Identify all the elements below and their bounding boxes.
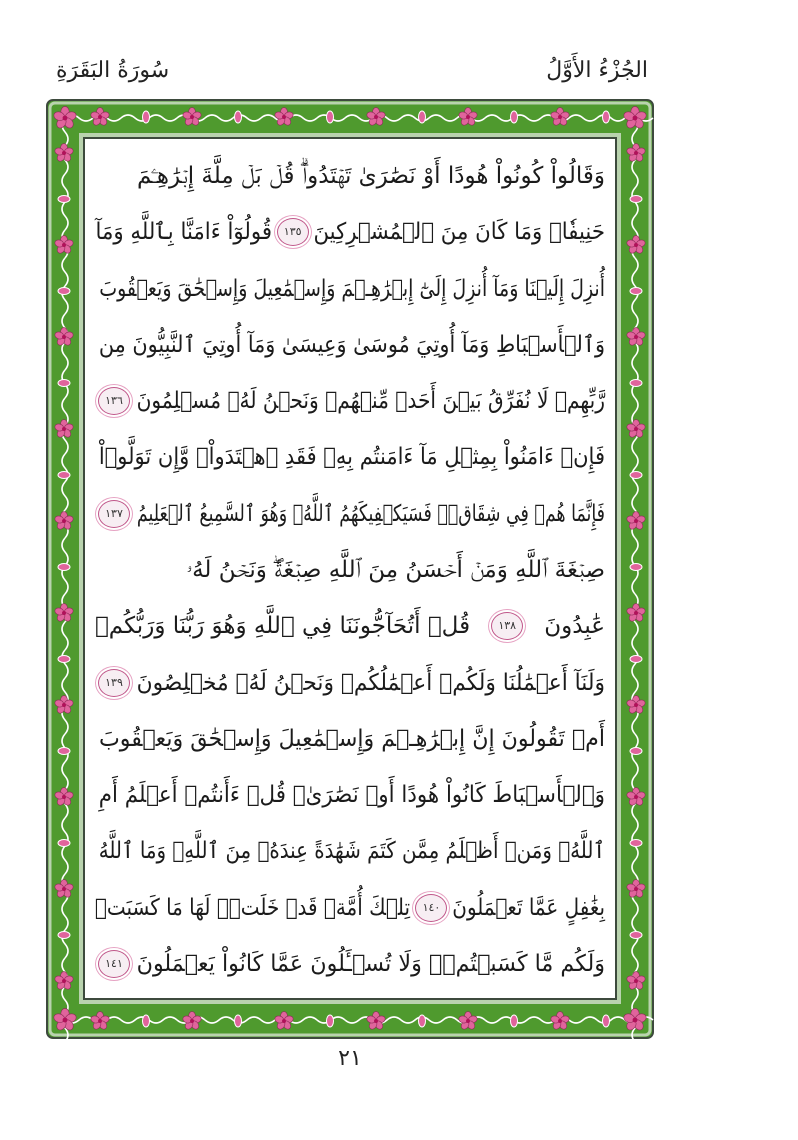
- ayah-number-marker: ١٣٩: [98, 669, 130, 697]
- flower-center: [634, 151, 638, 155]
- line-text: أُنزِلَ إِلَيۡنَا وَمَآ أُنزِلَ إِلَىٰٓ إِبۡرَٰهِـۧمَ وَإِسۡمَٰعِيلَ وَإِسۡحَٰقَ وَيَعۡقُوبَ: [99, 275, 605, 302]
- flower-center: [558, 115, 562, 119]
- flower-center: [62, 795, 66, 799]
- flower-center: [634, 243, 638, 247]
- flower-center: [634, 979, 638, 983]
- flower-center: [98, 1019, 102, 1023]
- text-line: [95, 544, 605, 596]
- surah-name-header: سُورَةُ البَقَرَةِ: [56, 58, 170, 83]
- line-text: صِبۡغَةَ ٱللَّهِ وَمَنۡ أَحۡسَنُ مِنَ ٱللَّهِ صِبۡغَةٗۖ وَنَحۡنُ لَهُۥ: [186, 556, 605, 583]
- bud-icon: [58, 840, 70, 847]
- text-line: [95, 938, 605, 990]
- line-text: فَإِنَّمَا هُمۡ فِي شِقَاقٖۖ فَسَيَكۡفِيكَهُمُ ٱللَّهُۚ وَهُوَ ٱلسَّمِيعُ ٱلۡعَلِيمُ: [136, 500, 605, 527]
- flower-center: [190, 115, 194, 119]
- flower-center: [634, 887, 638, 891]
- line-text: ٱللَّهُۗ وَمَنۡ أَظۡلَمُ مِمَّن كَتَمَ شَهَٰدَةً عِندَهُۥ مِنَ ٱللَّهِۗ وَمَا ٱللَّهُ: [98, 838, 606, 865]
- flower-center: [558, 1019, 562, 1023]
- flower-center: [634, 519, 638, 523]
- flower-center: [634, 427, 638, 431]
- flower-center: [63, 1018, 68, 1023]
- bud-icon: [419, 1015, 426, 1027]
- flower-center: [634, 335, 638, 339]
- flower-center: [62, 887, 66, 891]
- flower-center: [62, 151, 66, 155]
- line-text: حَنِيفٗاۖ وَمَا كَانَ مِنَ ٱلۡمُشۡرِكِينَ: [313, 219, 605, 246]
- flower-center: [190, 1019, 194, 1023]
- flower-center: [62, 243, 66, 247]
- ayah-number-marker: ١٣٧: [98, 500, 130, 528]
- text-line: [95, 431, 605, 483]
- line-text: وَلَنَآ أَعۡمَٰلُنَا وَلَكُمۡ أَعۡمَٰلُكُمۡ وَنَحۡنُ لَهُۥ مُخۡلِصُونَ: [136, 669, 605, 696]
- bud-icon: [58, 748, 70, 755]
- bud-icon: [511, 1015, 518, 1027]
- flower-center: [62, 427, 66, 431]
- line-text: وَلَكُم مَّا كَسَبۡتُمۡۖ وَلَا تُسۡـَٔلُونَ عَمَّا كَانُواْ يَعۡمَلُونَ: [136, 950, 605, 977]
- bud-icon: [58, 656, 70, 663]
- text-line: [95, 150, 605, 202]
- bud-icon: [235, 1015, 242, 1027]
- bud-icon: [58, 380, 70, 387]
- ayah-number-marker: ١٣٥: [277, 218, 309, 246]
- flower-center: [633, 116, 638, 121]
- flower-center: [374, 115, 378, 119]
- flower-center: [634, 795, 638, 799]
- line-text: وَٱلۡأَسۡبَاطَ كَانُواْ هُودًا أَوۡ نَصَٰرَىٰۗ قُلۡ ءَأَنتُمۡ أَعۡلَمُ أَمِ: [98, 782, 605, 809]
- juz-name-header: الجُزْءُ الأَوَّلُ: [546, 58, 648, 83]
- text-line: [95, 825, 605, 877]
- flower-center: [62, 519, 66, 523]
- bud-icon: [630, 288, 642, 295]
- bud-icon: [58, 932, 70, 939]
- bud-icon: [630, 196, 642, 203]
- flower-center: [62, 979, 66, 983]
- ayah-number-marker: ١٤١: [98, 950, 130, 978]
- text-line: [95, 488, 605, 540]
- bud-icon: [511, 111, 518, 123]
- line-text: عَٰبِدُونَ: [544, 613, 605, 640]
- bud-icon: [630, 748, 642, 755]
- flower-center: [466, 1019, 470, 1023]
- flower-center: [634, 703, 638, 707]
- line-text: رَّبِّهِمۡ لَا نُفَرِّقُ بَيۡنَ أَحَدٖ مِّنۡهُمۡ وَنَحۡنُ لَهُۥ مُسۡلِمُونَ: [136, 388, 605, 415]
- bud-icon: [235, 111, 242, 123]
- bud-icon: [58, 288, 70, 295]
- bud-icon: [630, 656, 642, 663]
- flower-center: [98, 115, 102, 119]
- flower-center: [634, 611, 638, 615]
- flower-center: [374, 1019, 378, 1023]
- flower-center: [466, 115, 470, 119]
- line-text: فَإِنۡ ءَامَنُواْ بِمِثۡلِ مَآ ءَامَنتُم بِهِۦ فَقَدِ ٱهۡتَدَواْۖ وَّإِن تَوَلَّوۡاْ: [98, 444, 605, 471]
- flower-center: [62, 335, 66, 339]
- flower-center: [62, 703, 66, 707]
- text-line: [95, 206, 605, 258]
- text-line: [95, 600, 605, 652]
- text-line: [95, 769, 605, 821]
- bud-icon: [603, 111, 610, 123]
- line-text: قُولُوٓاْ ءَامَنَّا بِٱللَّهِ وَمَآ: [95, 219, 272, 246]
- ayah-number-marker: ١٣٨: [491, 612, 523, 640]
- line-text: وَقَالُواْ كُونُواْ هُودًا أَوْ نَصَٰرَىٰ تَهۡتَدُواْۗ قُلۡ بَلۡ مِلَّةَ إِبۡرَٰهِـۧمَ: [137, 163, 605, 189]
- bud-icon: [143, 111, 150, 123]
- bud-icon: [630, 932, 642, 939]
- quran-text: [95, 150, 605, 990]
- flower-center: [63, 116, 68, 121]
- line-text: وَٱلۡأَسۡبَاطِ وَمَآ أُوتِيَ مُوسَىٰ وَعِيسَىٰ وَمَآ أُوتِيَ ٱلنَّبِيُّونَ مِن: [98, 331, 605, 358]
- text-line: [95, 657, 605, 709]
- bud-icon: [630, 840, 642, 847]
- bud-icon: [327, 111, 334, 123]
- text-line: [95, 319, 605, 371]
- bud-icon: [327, 1015, 334, 1027]
- flower-center: [633, 1018, 638, 1023]
- bud-icon: [143, 1015, 150, 1027]
- bud-icon: [630, 564, 642, 571]
- bud-icon: [58, 472, 70, 479]
- flower-center: [282, 115, 286, 119]
- flower-center: [62, 611, 66, 615]
- bud-icon: [419, 111, 426, 123]
- line-text: قُلۡ أَتُحَآجُّونَنَا فِي ٱللَّهِ وَهُوَ رَبُّنَا وَرَبُّكُمۡ: [95, 613, 471, 640]
- ayah-number-marker: ١٣٦: [98, 387, 130, 415]
- bud-icon: [58, 564, 70, 571]
- text-line: [95, 263, 605, 315]
- ayah-number-marker: ١٤٠: [415, 894, 447, 922]
- line-text: تِلۡكَ أُمَّةٞ قَدۡ خَلَتۡۖ لَهَا مَا كَسَبَتۡ: [95, 894, 411, 921]
- bud-icon: [630, 380, 642, 387]
- bud-icon: [58, 196, 70, 203]
- page-number: ٢١: [338, 1046, 362, 1071]
- bud-icon: [630, 472, 642, 479]
- flower-center: [282, 1019, 286, 1023]
- line-text: أَمۡ تَقُولُونَ إِنَّ إِبۡرَٰهِـۧمَ وَإِسۡمَٰعِيلَ وَإِسۡحَٰقَ وَيَعۡقُوبَ: [98, 725, 606, 752]
- bud-icon: [603, 1015, 610, 1027]
- text-line: [95, 713, 605, 765]
- line-text: بِغَٰفِلٍ عَمَّا تَعۡمَلُونَ: [452, 894, 605, 921]
- text-line: [95, 375, 605, 427]
- text-line: [95, 882, 605, 934]
